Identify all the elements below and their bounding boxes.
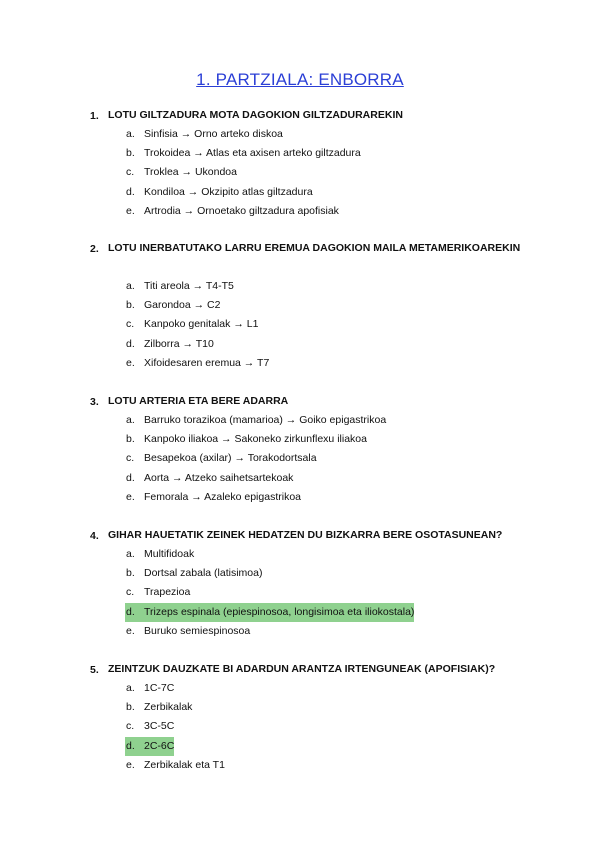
option-letter: d. <box>126 185 135 198</box>
page-title: 1. PARTZIALA: ENBORRA <box>196 70 404 89</box>
option-text: Sinfisia → Orno arteko diskoa <box>144 128 283 140</box>
option-letter: b. <box>126 701 135 714</box>
option-text: 1C-7C <box>144 682 175 694</box>
option-letter: c. <box>126 166 135 179</box>
option-letter: b. <box>126 433 135 446</box>
option-text: 2C-6C <box>144 737 174 756</box>
question-text: LOTU GILTZADURA MOTA DAGOKION GILTZADURAREKIN <box>108 109 403 121</box>
option-text: Zilborra → T10 <box>144 337 214 350</box>
option-text: Titi areola → T4-T5 <box>144 280 234 292</box>
option-text: Kondiloa → Okzipito atlas giltzadura <box>144 185 313 198</box>
option-text: Multifidoak <box>144 548 195 560</box>
option-d-highlighted <box>126 737 225 756</box>
question-number: 2. <box>90 243 99 255</box>
option-text: Trokoidea → Atlas eta axisen arteko giltzadura <box>144 147 361 160</box>
option-text: Artrodia → Ornoetako giltzadura apofisiak <box>144 204 339 217</box>
option-b <box>126 144 361 163</box>
option-letter: e. <box>126 490 135 503</box>
option-text: Troklea → Ukondoa <box>144 166 237 179</box>
question-1 <box>90 110 526 125</box>
option-c <box>126 583 414 602</box>
question-number: 1. <box>90 110 99 122</box>
option-letter: a. <box>126 280 135 292</box>
question-3-options <box>126 411 386 507</box>
option-c <box>126 717 225 736</box>
question-number: 4. <box>90 530 99 542</box>
option-e <box>126 354 269 373</box>
option-letter: c. <box>126 720 135 733</box>
option-text: Aorta → Atzeko saihetsartekoak <box>144 471 294 484</box>
option-a <box>126 545 414 564</box>
option-text: Besapekoa (axilar) → Torakodortsala <box>144 452 317 465</box>
option-letter: d. <box>125 737 144 756</box>
option-text: Zerbikalak <box>144 701 193 714</box>
option-text: Xifoidesaren eremua → T7 <box>144 356 270 369</box>
option-text: 3C-5C <box>144 720 175 733</box>
question-text: ZEINTZUK DAUZKATE BI ADARDUN ARANTZA IRTENGUNEAK (APOFISIAK)? <box>108 663 496 675</box>
option-letter: e. <box>126 624 135 637</box>
question-3 <box>90 396 526 411</box>
option-letter: d. <box>126 471 135 484</box>
question-text: LOTU INERBATUTAKO LARRU EREMUA DAGOKION MAILA METAMERIKOAREKIN <box>108 242 521 254</box>
option-a <box>126 679 225 698</box>
question-4 <box>90 530 526 545</box>
option-c <box>126 163 361 182</box>
option-letter: a. <box>126 128 135 140</box>
option-letter: d. <box>125 603 144 622</box>
option-letter: b. <box>126 299 135 312</box>
option-text: Femorala → Azaleko epigastrikoa <box>144 490 301 503</box>
option-b <box>126 430 386 449</box>
option-text: Garondoa → C2 <box>144 299 221 312</box>
option-letter: b. <box>126 567 135 580</box>
option-letter: a. <box>126 682 135 694</box>
option-text: Barruko torazikoa (mamarioa) → Goiko epigastrikoa <box>144 414 387 426</box>
option-e <box>126 622 414 641</box>
option-letter: a. <box>126 414 135 426</box>
question-5-options <box>126 679 225 775</box>
option-a <box>126 277 269 296</box>
option-c <box>126 315 269 334</box>
option-d <box>126 469 386 488</box>
option-text: Trizeps espinala (epiespinosoa, longisimoa eta iliokostala) <box>144 603 414 622</box>
option-a <box>126 411 386 430</box>
option-b <box>126 698 225 717</box>
option-text: Kanpoko genitalak → L1 <box>144 318 259 331</box>
option-text: Kanpoko iliakoa → Sakoneko zirkunflexu iliakoa <box>144 433 367 446</box>
option-b <box>126 564 414 583</box>
option-letter: a. <box>126 548 135 560</box>
option-c <box>126 449 386 468</box>
option-e <box>126 756 225 775</box>
option-letter: b. <box>126 147 135 160</box>
option-text: Zerbikalak eta T1 <box>144 758 225 771</box>
option-letter: c. <box>126 452 135 465</box>
question-2-options <box>126 277 269 373</box>
question-text: GIHAR HAUETATIK ZEINEK HEDATZEN DU BIZKARRA BERE OSOTASUNEAN? <box>108 529 503 541</box>
question-number: 5. <box>90 664 99 676</box>
option-e <box>126 488 386 507</box>
option-text: Trapezioa <box>144 586 191 599</box>
option-letter: c. <box>126 586 135 599</box>
option-text: Buruko semiespinosoa <box>144 624 251 637</box>
question-4-options <box>126 545 414 641</box>
option-d <box>126 335 269 354</box>
question-text: LOTU ARTERIA ETA BERE ADARRA <box>108 395 289 407</box>
option-letter: c. <box>126 318 135 331</box>
option-letter: e. <box>126 204 135 217</box>
option-letter: e. <box>126 758 135 771</box>
question-5 <box>90 664 526 679</box>
option-a <box>126 125 361 144</box>
option-letter: e. <box>126 356 135 369</box>
option-letter: d. <box>126 337 135 350</box>
option-b <box>126 296 269 315</box>
question-2 <box>90 243 526 258</box>
question-number: 3. <box>90 396 99 408</box>
question-1-options <box>126 125 361 221</box>
option-d <box>126 183 361 202</box>
option-d-highlighted <box>126 603 414 622</box>
option-e <box>126 202 361 221</box>
option-text: Dortsal zabala (latisimoa) <box>144 567 263 580</box>
